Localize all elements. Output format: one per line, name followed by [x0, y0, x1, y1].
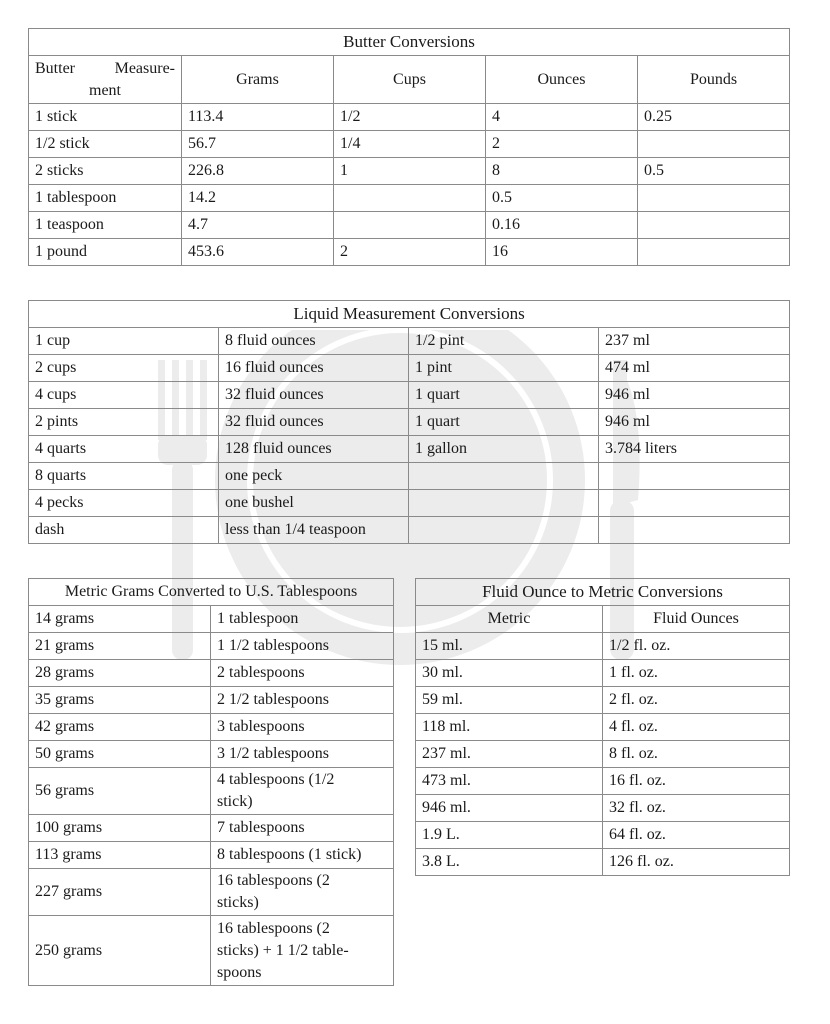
table-cell: 2 pints [29, 409, 219, 436]
table-cell: 8 quarts [29, 463, 219, 490]
table-cell [409, 517, 599, 544]
metric-grams-table [28, 578, 394, 986]
table-row [29, 436, 790, 463]
table-cell [334, 185, 486, 212]
table-cell: 3.8 L. [416, 849, 603, 876]
table-cell: 1 quart [409, 382, 599, 409]
butter-conversions-table [28, 28, 790, 266]
table-row [29, 239, 790, 266]
table-row [29, 185, 790, 212]
table-cell: 1 quart [409, 409, 599, 436]
table-cell: 16 tablespoons (2 sticks) [211, 869, 394, 916]
table-cell: 2 [486, 131, 638, 158]
column-header: Ounces [486, 56, 638, 104]
table-cell: 8 fl. oz. [603, 741, 790, 768]
table-row [29, 660, 394, 687]
table-cell [334, 212, 486, 239]
table-cell: 2 tablespoons [211, 660, 394, 687]
table-cell: 56 grams [29, 768, 211, 815]
table-cell: 237 ml. [416, 741, 603, 768]
table-row [29, 606, 394, 633]
table-cell: 126 fl. oz. [603, 849, 790, 876]
table-row [29, 409, 790, 436]
table-cell: 35 grams [29, 687, 211, 714]
table-cell: 1 tablespoon [29, 185, 182, 212]
table-cell: 4 fl. oz. [603, 714, 790, 741]
table-cell [638, 185, 790, 212]
table-cell: less than 1/4 teaspoon [219, 517, 409, 544]
table-cell: 1/2 pint [409, 328, 599, 355]
table-cell: 1 gallon [409, 436, 599, 463]
table-cell: 2 sticks [29, 158, 182, 185]
table-cell [409, 490, 599, 517]
table-cell: 7 tablespoons [211, 815, 394, 842]
table-cell [599, 490, 790, 517]
table-cell: 1/2 fl. oz. [603, 633, 790, 660]
table-cell: one peck [219, 463, 409, 490]
table-cell [638, 239, 790, 266]
table-row [29, 633, 394, 660]
table-cell: 0.16 [486, 212, 638, 239]
table-cell: 4 cups [29, 382, 219, 409]
table-cell: 1 teaspoon [29, 212, 182, 239]
table-cell: 32 fluid ounces [219, 382, 409, 409]
table-row [29, 212, 790, 239]
table-cell: 3 tablespoons [211, 714, 394, 741]
table-cell: 2 fl. oz. [603, 687, 790, 714]
table-cell: 30 ml. [416, 660, 603, 687]
table-cell: 50 grams [29, 741, 211, 768]
table-row [29, 815, 394, 842]
table-cell: 4.7 [182, 212, 334, 239]
table-cell: 474 ml [599, 355, 790, 382]
table-cell: 2 [334, 239, 486, 266]
table-row [29, 104, 790, 131]
table-title: Butter Conversions [29, 29, 790, 56]
table-cell [599, 517, 790, 544]
table-cell: 946 ml [599, 382, 790, 409]
table-title: Liquid Measurement Conversions [29, 301, 790, 328]
table-cell: 2 1/2 tablespoons [211, 687, 394, 714]
table-cell: 8 tablespoons (1 stick) [211, 842, 394, 869]
table-cell: 1/2 [334, 104, 486, 131]
table-cell: dash [29, 517, 219, 544]
table-row [29, 382, 790, 409]
table-cell: 14 grams [29, 606, 211, 633]
table-cell: 4 pecks [29, 490, 219, 517]
table-row [29, 355, 790, 382]
table-cell: 118 ml. [416, 714, 603, 741]
table-row [29, 328, 790, 355]
table-cell: 113 grams [29, 842, 211, 869]
table-cell: 28 grams [29, 660, 211, 687]
table-row [29, 517, 790, 544]
table-row [29, 490, 790, 517]
table-cell [638, 131, 790, 158]
table-cell: 1 pint [409, 355, 599, 382]
table-row [416, 741, 790, 768]
table-row [416, 633, 790, 660]
table-cell: 42 grams [29, 714, 211, 741]
column-header: Butter Measure- ment [29, 56, 182, 104]
table-title: Metric Grams Converted to U.S. Tablespoons [29, 579, 394, 606]
table-cell: 3.784 liters [599, 436, 790, 463]
table-cell: 4 quarts [29, 436, 219, 463]
table-cell: 946 ml. [416, 795, 603, 822]
table-row [29, 158, 790, 185]
table-cell: 946 ml [599, 409, 790, 436]
table-row [416, 822, 790, 849]
table-row [416, 660, 790, 687]
table-cell: 8 [486, 158, 638, 185]
table-cell: 8 fluid ounces [219, 328, 409, 355]
table-cell: 1 fl. oz. [603, 660, 790, 687]
table-cell: 453.6 [182, 239, 334, 266]
table-cell: 100 grams [29, 815, 211, 842]
table-cell: 0.5 [486, 185, 638, 212]
table-row [29, 768, 394, 815]
table-cell: 250 grams [29, 916, 211, 986]
table-row [29, 714, 394, 741]
table-cell: 32 fl. oz. [603, 795, 790, 822]
column-header: Fluid Ounces [603, 606, 790, 633]
table-cell: 226.8 [182, 158, 334, 185]
table-cell: 473 ml. [416, 768, 603, 795]
column-header: Cups [334, 56, 486, 104]
table-cell: 2 cups [29, 355, 219, 382]
table-cell: 16 [486, 239, 638, 266]
table-row [29, 131, 790, 158]
table-cell [599, 463, 790, 490]
table-cell: 1/4 [334, 131, 486, 158]
table-cell: 32 fluid ounces [219, 409, 409, 436]
column-header: Grams [182, 56, 334, 104]
table-cell: 1 cup [29, 328, 219, 355]
table-cell: one bushel [219, 490, 409, 517]
table-cell: 1 [334, 158, 486, 185]
table-cell: 237 ml [599, 328, 790, 355]
table-row [29, 687, 394, 714]
table-cell: 1 1/2 tablespoons [211, 633, 394, 660]
table-cell [409, 463, 599, 490]
table-cell: 1.9 L. [416, 822, 603, 849]
table-cell: 14.2 [182, 185, 334, 212]
table-row [29, 842, 394, 869]
table-row [416, 687, 790, 714]
table-row [416, 714, 790, 741]
table-cell: 4 [486, 104, 638, 131]
table-cell: 227 grams [29, 869, 211, 916]
table-cell: 15 ml. [416, 633, 603, 660]
table-cell: 128 fluid ounces [219, 436, 409, 463]
table-cell: 16 fl. oz. [603, 768, 790, 795]
table-cell: 59 ml. [416, 687, 603, 714]
table-cell: 1 stick [29, 104, 182, 131]
table-row [29, 463, 790, 490]
table-cell: 16 fluid ounces [219, 355, 409, 382]
liquid-measurement-table [28, 300, 790, 544]
table-cell: 4 tablespoons (1/2 stick) [211, 768, 394, 815]
table-cell: 1 tablespoon [211, 606, 394, 633]
table-row [29, 869, 394, 916]
table-cell: 0.25 [638, 104, 790, 131]
table-cell: 0.5 [638, 158, 790, 185]
table-cell: 3 1/2 tablespoons [211, 741, 394, 768]
table-cell: 113.4 [182, 104, 334, 131]
table-cell: 21 grams [29, 633, 211, 660]
table-row [29, 741, 394, 768]
column-header: Pounds [638, 56, 790, 104]
column-header: Metric [416, 606, 603, 633]
table-row [416, 795, 790, 822]
table-cell: 1/2 stick [29, 131, 182, 158]
table-row [29, 916, 394, 986]
table-cell [638, 212, 790, 239]
table-cell: 16 tablespoons (2 sticks) + 1 1/2 table- spoons [211, 916, 394, 986]
table-row [416, 768, 790, 795]
fluid-ounce-table [415, 578, 790, 876]
table-title: Fluid Ounce to Metric Conversions [416, 579, 790, 606]
table-cell: 56.7 [182, 131, 334, 158]
table-cell: 64 fl. oz. [603, 822, 790, 849]
table-cell: 1 pound [29, 239, 182, 266]
table-row [416, 849, 790, 876]
